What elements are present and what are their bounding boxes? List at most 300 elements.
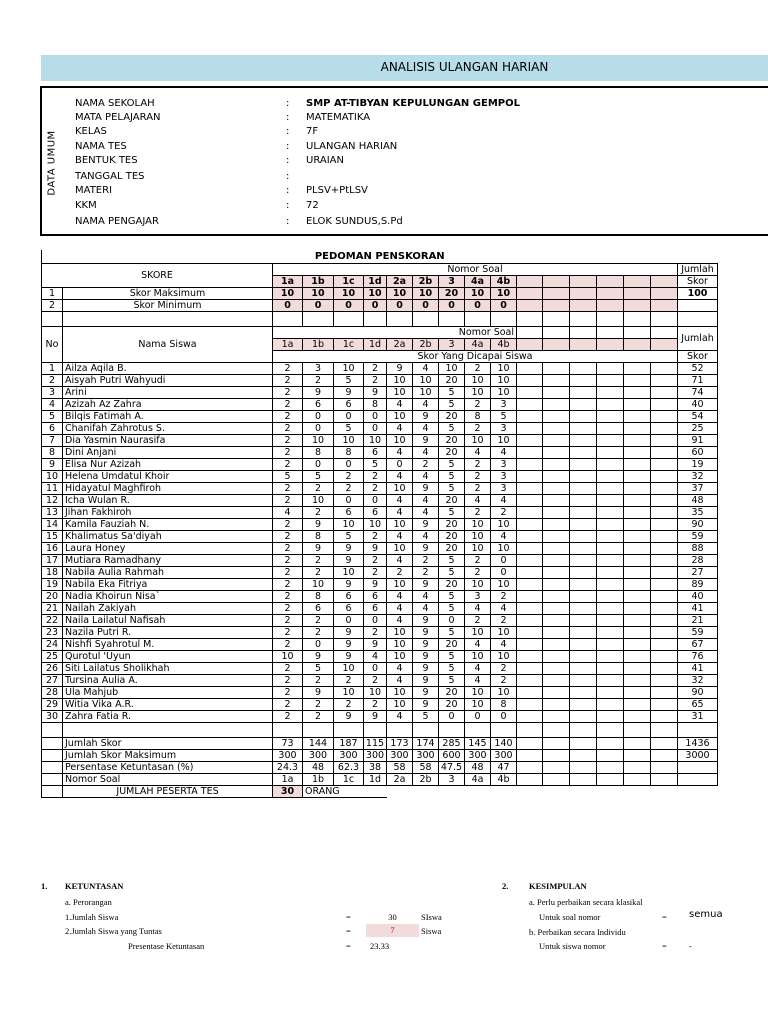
student-score: 9 bbox=[303, 687, 334, 699]
empty-cell bbox=[597, 495, 624, 507]
student-score: 0 bbox=[303, 459, 334, 471]
student-total: 60 bbox=[678, 447, 718, 459]
student-score: 0 bbox=[364, 423, 387, 435]
empty-cell bbox=[543, 675, 570, 687]
empty-cell bbox=[543, 639, 570, 651]
student-score: 0 bbox=[303, 639, 334, 651]
student-score: 0 bbox=[439, 711, 465, 723]
empty-cell bbox=[570, 387, 597, 399]
student-score: 10 bbox=[387, 483, 413, 495]
empty-cell bbox=[517, 603, 543, 615]
student-score: 6 bbox=[364, 591, 387, 603]
student-score: 10 bbox=[491, 687, 517, 699]
summary-value: 174 bbox=[413, 738, 439, 750]
student-score: 5 bbox=[439, 651, 465, 663]
student-score: 9 bbox=[334, 543, 364, 555]
student-total: 32 bbox=[678, 675, 718, 687]
summary-value: 24.3 bbox=[273, 762, 303, 774]
jumlah-skor-row bbox=[42, 738, 718, 750]
student-score: 9 bbox=[334, 711, 364, 723]
student-no: 4 bbox=[42, 399, 63, 411]
student-score: 9 bbox=[334, 651, 364, 663]
soal-label: 1a bbox=[273, 276, 303, 288]
summary-label: Nomor Soal bbox=[63, 774, 273, 786]
student-score: 0 bbox=[364, 495, 387, 507]
empty-cell bbox=[517, 786, 543, 798]
student-row bbox=[42, 555, 718, 567]
soal-nomor-label: Untuk soal nomor bbox=[539, 912, 601, 922]
empty-cell bbox=[517, 663, 543, 675]
student-no: 29 bbox=[42, 699, 63, 711]
empty-cell bbox=[570, 423, 597, 435]
student-score: 10 bbox=[465, 435, 491, 447]
student-score: 9 bbox=[334, 639, 364, 651]
student-row bbox=[42, 531, 718, 543]
jumlah-siswa-eq: = bbox=[346, 912, 351, 922]
empty-cell bbox=[570, 567, 597, 579]
student-total: 59 bbox=[678, 627, 718, 639]
empty-cell bbox=[517, 387, 543, 399]
empty-cell bbox=[597, 288, 624, 300]
summary-value: 300 bbox=[413, 750, 439, 762]
student-row bbox=[42, 519, 718, 531]
empty-cell bbox=[624, 495, 651, 507]
empty-cell bbox=[543, 387, 570, 399]
student-score: 2 bbox=[364, 567, 387, 579]
student-score: 2 bbox=[364, 363, 387, 375]
empty-cell bbox=[570, 495, 597, 507]
info-label: TANGGAL TES bbox=[75, 171, 145, 182]
student-score: 9 bbox=[303, 651, 334, 663]
empty-cell bbox=[651, 312, 678, 327]
siswa-nomor-value: - bbox=[689, 941, 692, 951]
empty-cell bbox=[624, 567, 651, 579]
min-score: 0 bbox=[413, 300, 439, 312]
empty-cell bbox=[624, 435, 651, 447]
student-score: 4 bbox=[465, 675, 491, 687]
summary-value: 48 bbox=[465, 762, 491, 774]
soal-label: 1a bbox=[273, 339, 303, 351]
empty-cell bbox=[624, 639, 651, 651]
student-score: 10 bbox=[465, 579, 491, 591]
empty-cell bbox=[597, 699, 624, 711]
student-score: 10 bbox=[303, 579, 334, 591]
empty-cell bbox=[651, 276, 678, 288]
student-score: 2 bbox=[465, 555, 491, 567]
info-colon: : bbox=[286, 112, 290, 123]
summary-value: 58 bbox=[387, 762, 413, 774]
summary-label: Jumlah Skor bbox=[63, 738, 273, 750]
empty-cell bbox=[597, 786, 624, 798]
empty-cell bbox=[543, 774, 570, 786]
empty-cell bbox=[570, 675, 597, 687]
student-score: 2 bbox=[273, 363, 303, 375]
student-score: 2 bbox=[413, 567, 439, 579]
soal-label: 2b bbox=[413, 339, 439, 351]
student-score: 2 bbox=[334, 483, 364, 495]
student-no: 5 bbox=[42, 411, 63, 423]
empty-cell bbox=[651, 687, 678, 699]
student-score: 8 bbox=[303, 591, 334, 603]
student-total: 37 bbox=[678, 483, 718, 495]
empty-cell bbox=[597, 507, 624, 519]
empty-cell bbox=[517, 591, 543, 603]
student-total: 71 bbox=[678, 375, 718, 387]
max-score: 10 bbox=[303, 288, 334, 300]
empty-cell bbox=[624, 738, 651, 750]
student-score: 20 bbox=[439, 699, 465, 711]
empty-cell bbox=[465, 786, 491, 798]
peserta-label: JUMLAH PESERTA TES bbox=[63, 786, 273, 798]
student-score: 2 bbox=[273, 639, 303, 651]
empty-cell bbox=[543, 663, 570, 675]
student-score: 10 bbox=[334, 687, 364, 699]
student-total: 74 bbox=[678, 387, 718, 399]
student-score: 20 bbox=[439, 579, 465, 591]
student-score: 2 bbox=[303, 699, 334, 711]
student-score: 4 bbox=[491, 639, 517, 651]
student-score: 2 bbox=[334, 471, 364, 483]
soal-label: 1b bbox=[303, 276, 334, 288]
student-no: 27 bbox=[42, 675, 63, 687]
siswa-nomor-label: Untuk siswa nomor bbox=[539, 941, 606, 951]
empty-cell bbox=[624, 339, 651, 351]
student-score: 5 bbox=[303, 663, 334, 675]
student-score: 10 bbox=[491, 387, 517, 399]
summary-value: 1d bbox=[364, 774, 387, 786]
empty-cell bbox=[624, 675, 651, 687]
student-score: 2 bbox=[465, 507, 491, 519]
student-no: 2 bbox=[42, 375, 63, 387]
student-score: 10 bbox=[334, 663, 364, 675]
empty-cell bbox=[570, 639, 597, 651]
empty-cell bbox=[517, 774, 543, 786]
student-name: Aisyah Putri Wahyudi bbox=[63, 375, 273, 387]
empty-cell bbox=[651, 786, 678, 798]
page-title: ANALISIS ULANGAN HARIAN bbox=[380, 60, 549, 74]
max-score: 10 bbox=[413, 288, 439, 300]
student-score: 0 bbox=[334, 411, 364, 423]
student-name: Nailah Zakiyah bbox=[63, 603, 273, 615]
empty-cell bbox=[517, 750, 543, 762]
student-score: 10 bbox=[491, 627, 517, 639]
empty-cell bbox=[570, 507, 597, 519]
student-score: 8 bbox=[364, 399, 387, 411]
empty-cell bbox=[42, 750, 63, 762]
student-score: 9 bbox=[413, 483, 439, 495]
student-total: 41 bbox=[678, 663, 718, 675]
empty-cell bbox=[570, 762, 597, 774]
empty-cell bbox=[364, 723, 387, 738]
empty-cell bbox=[624, 627, 651, 639]
empty-cell bbox=[570, 651, 597, 663]
student-row bbox=[42, 603, 718, 615]
student-score: 10 bbox=[387, 435, 413, 447]
soal-label: 4b bbox=[491, 339, 517, 351]
empty-cell bbox=[651, 675, 678, 687]
student-score: 9 bbox=[413, 627, 439, 639]
empty-cell bbox=[651, 762, 678, 774]
empty-cell bbox=[678, 300, 718, 312]
empty-cell bbox=[651, 375, 678, 387]
empty-cell bbox=[491, 786, 517, 798]
student-score: 4 bbox=[387, 507, 413, 519]
student-score: 2 bbox=[465, 567, 491, 579]
empty-cell bbox=[517, 411, 543, 423]
student-score: 0 bbox=[364, 615, 387, 627]
empty-cell bbox=[624, 387, 651, 399]
student-score: 2 bbox=[387, 567, 413, 579]
empty-cell bbox=[597, 375, 624, 387]
pedoman-row bbox=[42, 250, 718, 264]
student-total: 89 bbox=[678, 579, 718, 591]
student-name: Icha Wulan R. bbox=[63, 495, 273, 507]
empty-cell bbox=[597, 447, 624, 459]
empty-cell bbox=[543, 459, 570, 471]
empty-cell bbox=[651, 327, 678, 339]
empty-cell bbox=[624, 543, 651, 555]
student-score: 10 bbox=[387, 375, 413, 387]
info-label: NAMA TES bbox=[75, 141, 127, 152]
empty-cell bbox=[517, 312, 543, 327]
kesimpulan-b: b. Perbaikan secara Individu bbox=[529, 927, 626, 937]
empty-cell bbox=[570, 339, 597, 351]
info-label: MATERI bbox=[75, 185, 113, 196]
student-score: 2 bbox=[273, 555, 303, 567]
student-score: 2 bbox=[364, 555, 387, 567]
empty-cell bbox=[597, 312, 624, 327]
empty-cell bbox=[597, 411, 624, 423]
empty-cell bbox=[543, 399, 570, 411]
empty-cell bbox=[413, 723, 439, 738]
student-score: 5 bbox=[439, 603, 465, 615]
student-no: 7 bbox=[42, 435, 63, 447]
student-score: 2 bbox=[303, 483, 334, 495]
empty-cell bbox=[597, 603, 624, 615]
empty-cell bbox=[543, 435, 570, 447]
student-no: 18 bbox=[42, 567, 63, 579]
student-score: 10 bbox=[465, 531, 491, 543]
summary-label: Jumlah Skor Maksimum bbox=[63, 750, 273, 762]
info-value: 72 bbox=[306, 200, 319, 211]
empty-cell bbox=[597, 675, 624, 687]
student-score: 2 bbox=[273, 519, 303, 531]
student-total: 35 bbox=[678, 507, 718, 519]
empty-cell bbox=[597, 738, 624, 750]
empty-cell bbox=[597, 567, 624, 579]
student-row bbox=[42, 375, 718, 387]
empty-cell bbox=[63, 723, 273, 738]
info-colon: : bbox=[286, 185, 290, 196]
empty-cell bbox=[570, 786, 597, 798]
student-score: 10 bbox=[491, 435, 517, 447]
student-score: 2 bbox=[273, 399, 303, 411]
empty-cell bbox=[517, 375, 543, 387]
student-score: 10 bbox=[491, 651, 517, 663]
student-row bbox=[42, 675, 718, 687]
empty-cell bbox=[570, 399, 597, 411]
empty-cell bbox=[42, 774, 63, 786]
student-score: 10 bbox=[303, 435, 334, 447]
soal-label: 4b bbox=[491, 276, 517, 288]
empty-cell bbox=[570, 276, 597, 288]
empty-cell bbox=[624, 531, 651, 543]
student-total: 25 bbox=[678, 423, 718, 435]
empty-cell bbox=[624, 579, 651, 591]
student-name: Azizah Az Zahra bbox=[63, 399, 273, 411]
student-score: 4 bbox=[413, 471, 439, 483]
peserta-row bbox=[42, 786, 718, 798]
empty-cell bbox=[651, 591, 678, 603]
student-score: 0 bbox=[334, 495, 364, 507]
empty-cell bbox=[597, 663, 624, 675]
summary-value: 4b bbox=[491, 774, 517, 786]
empty-cell bbox=[570, 300, 597, 312]
empty-cell bbox=[570, 435, 597, 447]
empty-cell bbox=[624, 447, 651, 459]
student-score: 8 bbox=[334, 447, 364, 459]
student-score: 4 bbox=[387, 531, 413, 543]
student-row bbox=[42, 579, 718, 591]
student-score: 4 bbox=[465, 639, 491, 651]
min-score: 0 bbox=[273, 300, 303, 312]
student-total: 59 bbox=[678, 531, 718, 543]
student-score: 4 bbox=[387, 423, 413, 435]
empty-cell bbox=[624, 363, 651, 375]
student-name: Siti Lailatus Sholikhah bbox=[63, 663, 273, 675]
empty-cell bbox=[624, 663, 651, 675]
soal-label: 2b bbox=[413, 276, 439, 288]
empty-cell bbox=[570, 699, 597, 711]
ketuntasan-num: 1. bbox=[41, 881, 48, 891]
skor-dicapai-header: Skor Yang Dicapai Siswa bbox=[273, 351, 678, 363]
soal-label: 1d bbox=[364, 276, 387, 288]
student-name: Nabila Eka Fitriya bbox=[63, 579, 273, 591]
empty-cell bbox=[570, 615, 597, 627]
student-score: 4 bbox=[387, 663, 413, 675]
empty-cell bbox=[517, 543, 543, 555]
row-no: 2 bbox=[42, 300, 63, 312]
student-score: 5 bbox=[334, 423, 364, 435]
nama-header: Nama Siswa bbox=[63, 327, 273, 363]
min-score: 0 bbox=[491, 300, 517, 312]
student-score: 5 bbox=[439, 567, 465, 579]
student-total: 52 bbox=[678, 363, 718, 375]
empty-cell bbox=[517, 276, 543, 288]
student-score: 10 bbox=[334, 363, 364, 375]
student-score: 4 bbox=[387, 555, 413, 567]
student-score: 2 bbox=[273, 675, 303, 687]
student-score: 2 bbox=[273, 567, 303, 579]
student-name: Qurotul 'Uyun bbox=[63, 651, 273, 663]
student-score: 4 bbox=[387, 495, 413, 507]
student-score: 2 bbox=[465, 399, 491, 411]
empty-cell bbox=[491, 723, 517, 738]
summary-value: 145 bbox=[465, 738, 491, 750]
nomor-soal-row bbox=[42, 774, 718, 786]
soal-label: 4a bbox=[465, 276, 491, 288]
student-score: 0 bbox=[334, 459, 364, 471]
student-score: 2 bbox=[303, 507, 334, 519]
empty-cell bbox=[543, 723, 570, 738]
student-no: 14 bbox=[42, 519, 63, 531]
summary-value: 300 bbox=[273, 750, 303, 762]
info-value: ELOK SUNDUS,S.Pd bbox=[306, 216, 403, 227]
empty-cell bbox=[570, 483, 597, 495]
student-score: 10 bbox=[491, 579, 517, 591]
student-score: 4 bbox=[413, 423, 439, 435]
student-score: 5 bbox=[439, 591, 465, 603]
empty-cell bbox=[624, 774, 651, 786]
empty-cell bbox=[624, 507, 651, 519]
student-score: 10 bbox=[491, 543, 517, 555]
student-score: 5 bbox=[439, 387, 465, 399]
empty-cell bbox=[543, 699, 570, 711]
summary-value: 2b bbox=[413, 774, 439, 786]
max-score: 10 bbox=[334, 288, 364, 300]
student-score: 2 bbox=[303, 615, 334, 627]
empty-cell bbox=[517, 567, 543, 579]
student-score: 10 bbox=[465, 375, 491, 387]
student-score: 2 bbox=[273, 711, 303, 723]
empty-cell bbox=[543, 288, 570, 300]
student-score: 10 bbox=[303, 495, 334, 507]
student-score: 2 bbox=[465, 423, 491, 435]
persentase-row bbox=[42, 762, 718, 774]
student-score: 4 bbox=[465, 603, 491, 615]
student-score: 2 bbox=[273, 699, 303, 711]
student-score: 4 bbox=[491, 603, 517, 615]
student-score: 2 bbox=[364, 627, 387, 639]
max-total: 100 bbox=[678, 288, 718, 300]
empty-cell bbox=[597, 531, 624, 543]
student-score: 9 bbox=[387, 363, 413, 375]
student-score: 9 bbox=[413, 675, 439, 687]
student-score: 10 bbox=[334, 435, 364, 447]
empty-cell bbox=[624, 723, 651, 738]
student-score: 3 bbox=[491, 471, 517, 483]
empty-cell bbox=[517, 711, 543, 723]
empty-cell bbox=[597, 387, 624, 399]
empty-cell bbox=[42, 738, 63, 750]
summary-value: 48 bbox=[303, 762, 334, 774]
student-score: 4 bbox=[491, 447, 517, 459]
empty-cell bbox=[597, 555, 624, 567]
student-score: 10 bbox=[334, 567, 364, 579]
empty-cell bbox=[517, 447, 543, 459]
info-colon: : bbox=[286, 171, 290, 182]
pedoman-title: PEDOMAN PENSKORAN bbox=[42, 250, 718, 264]
student-no: 24 bbox=[42, 639, 63, 651]
student-score: 9 bbox=[413, 651, 439, 663]
student-row bbox=[42, 543, 718, 555]
student-name: Helena Umdatul Khoir bbox=[63, 471, 273, 483]
student-score: 20 bbox=[439, 543, 465, 555]
empty-cell bbox=[543, 339, 570, 351]
empty-cell bbox=[597, 435, 624, 447]
empty-cell bbox=[651, 567, 678, 579]
student-score: 5 bbox=[439, 627, 465, 639]
empty-cell bbox=[597, 423, 624, 435]
empty-cell bbox=[651, 363, 678, 375]
summary-value: 144 bbox=[303, 738, 334, 750]
student-total: 40 bbox=[678, 591, 718, 603]
summary-value: 300 bbox=[491, 750, 517, 762]
empty-cell bbox=[597, 471, 624, 483]
student-row bbox=[42, 483, 718, 495]
empty-cell bbox=[597, 276, 624, 288]
empty-cell bbox=[543, 411, 570, 423]
